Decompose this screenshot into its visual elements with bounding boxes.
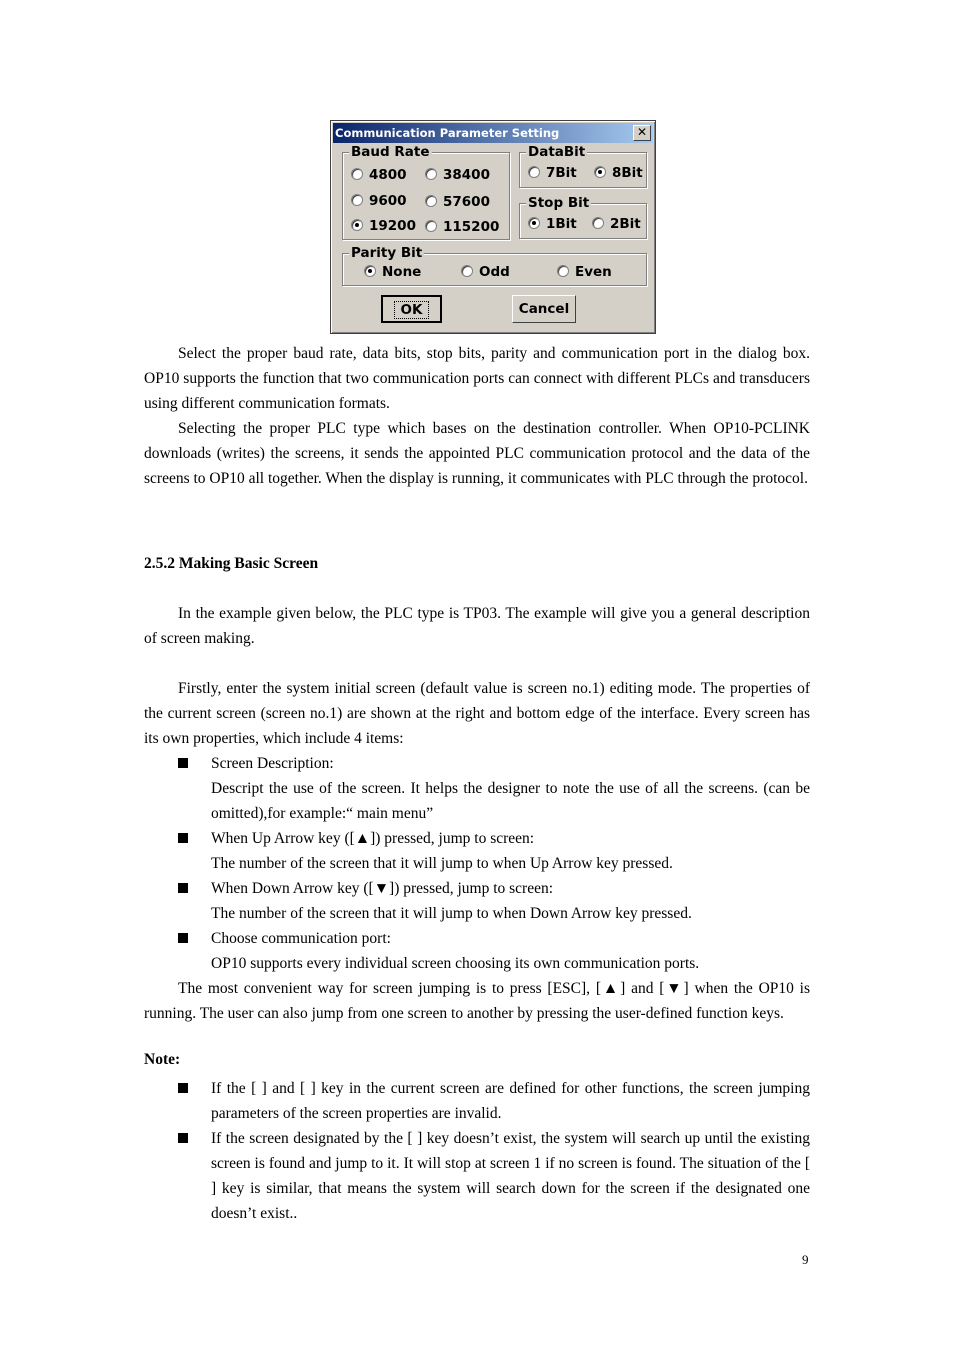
radio-icon [528, 166, 540, 178]
parity-bit-legend: Parity Bit [351, 245, 423, 261]
list-item-title: Choose communication port: [211, 930, 391, 947]
radio-label: 8Bit [612, 165, 643, 181]
radio-icon [557, 265, 569, 277]
radio-parity-none[interactable] [364, 264, 421, 280]
paragraph-2: Selecting the proper PLC type which bases on the destination controller. When OP10-PCLINK downloads (writes) the screens, it sends the appointed PLC communication protocol and the data of the screens to OP10 all together. When the display is running, it communicates with PLC through the protocol. [144, 420, 810, 487]
radio-label: 4800 [369, 167, 407, 183]
stop-bit-legend: Stop Bit [528, 195, 590, 211]
bullet-icon [178, 1083, 188, 1093]
ok-label: OK [395, 302, 429, 318]
radio-label: 1Bit [546, 216, 577, 232]
radio-selected-icon [594, 166, 606, 178]
radio-label: 115200 [443, 219, 500, 235]
radio-label: 2Bit [610, 216, 641, 232]
bullet-icon [178, 933, 188, 943]
close-icon[interactable]: ✕ [633, 125, 651, 141]
radio-selected-icon [351, 219, 363, 231]
bullet-icon [178, 1133, 188, 1143]
parity-bit-group [342, 245, 647, 286]
list-item-title: Screen Description: [211, 755, 334, 772]
dialog-titlebar [333, 123, 653, 143]
radio-label: None [382, 264, 422, 280]
radio-icon [351, 194, 363, 206]
radio-label: Odd [479, 264, 510, 280]
paragraph-3: In the example given below, the PLC type is TP03. The example will give you a general description of screen making. [144, 605, 810, 647]
paragraph-4: Firstly, enter the system initial screen (default value is screen no.1) editing mode. The properties of the current screen (screen no.1) are shown at the right and bottom edge of the interface. Every screen has its own properties, which include 4 items: [144, 680, 810, 747]
stop-bit-group [519, 195, 647, 239]
paragraph-1: Select the proper baud rate, data bits, stop bits, parity and communication port in the dialog box. OP10 supports the function that two communication ports can connect with different PLCs and transducers using different communication formats. [144, 345, 810, 412]
data-bit-group [519, 144, 647, 188]
dialog-title: Communication Parameter Setting [335, 126, 560, 140]
radio-label: 38400 [443, 167, 490, 183]
radio-icon [425, 195, 437, 207]
section-heading: 2.5.2 Making Basic Screen [144, 555, 319, 572]
radio-icon [425, 168, 437, 180]
radio-parity-odd[interactable] [461, 264, 510, 280]
radio-stopbit-1[interactable] [528, 216, 577, 232]
baud-rate-group [342, 144, 510, 240]
radio-label: 7Bit [546, 165, 577, 181]
page-number: 9 [802, 1252, 809, 1267]
radio-label: 57600 [443, 194, 490, 210]
baud-rate-legend: Baud Rate [351, 144, 430, 160]
radio-databit-7[interactable] [528, 165, 577, 181]
note-item: If the [ ] and [ ] key in the current screen are defined for other functions, the screen jumping parameters of the screen properties are invalid. [211, 1080, 810, 1122]
communication-parameter-dialog [330, 120, 656, 334]
radio-label: 19200 [369, 218, 416, 234]
radio-label: 9600 [369, 193, 407, 209]
radio-selected-icon [364, 265, 376, 277]
note-item: If the screen designated by the [ ] key doesn’t exist, the system will search up until the existing screen is found and jump to it. It will stop at screen 1 if no screen is found. The situation of the [ ] key is similar, that means the system will search down for the screen if the designated one doesn’t exist.. [211, 1130, 810, 1222]
list-item-desc: Descript the use of the screen. It helps the designer to note the use of all the screens. (can be omitted),for example:“ main menu” [211, 780, 810, 822]
data-bit-legend: DataBit [528, 144, 586, 160]
radio-baud-9600[interactable] [351, 193, 407, 209]
ok-button[interactable] [381, 295, 442, 323]
cancel-label: Cancel [518, 301, 570, 317]
list-item-title: When Up Arrow key ([▲]) pressed, jump to screen: [211, 830, 535, 847]
radio-baud-115200[interactable] [425, 219, 499, 235]
radio-icon [351, 168, 363, 180]
note-label: Note: [144, 1051, 181, 1068]
radio-icon [592, 217, 604, 229]
radio-label: Even [575, 264, 612, 280]
bullet-icon [178, 883, 188, 893]
radio-baud-57600[interactable] [425, 194, 490, 210]
cancel-button[interactable] [512, 295, 576, 323]
bullet-icon [178, 758, 188, 768]
radio-baud-4800[interactable] [351, 167, 407, 183]
radio-icon [425, 220, 437, 232]
radio-selected-icon [528, 217, 540, 229]
bullet-icon [178, 833, 188, 843]
list-item-desc: OP10 supports every individual screen choosing its own communication ports. [211, 955, 700, 972]
radio-icon [461, 265, 473, 277]
list-item-title: When Down Arrow key ([▼]) pressed, jump to screen: [211, 880, 554, 897]
list-item-desc: The number of the screen that it will jump to when Up Arrow key pressed. [211, 855, 673, 872]
radio-stopbit-2[interactable] [592, 216, 641, 232]
list-item-desc: The number of the screen that it will jump to when Down Arrow key pressed. [211, 905, 692, 922]
radio-databit-8[interactable] [594, 165, 643, 181]
radio-baud-19200[interactable] [351, 218, 416, 234]
radio-parity-even[interactable] [557, 264, 612, 280]
paragraph-5: The most convenient way for screen jumping is to press [ESC], [▲] and [▼] when the OP10 is running. The user can also jump from one screen to another by pressing the user-defined function keys. [144, 980, 810, 1022]
radio-baud-38400[interactable] [425, 167, 490, 183]
